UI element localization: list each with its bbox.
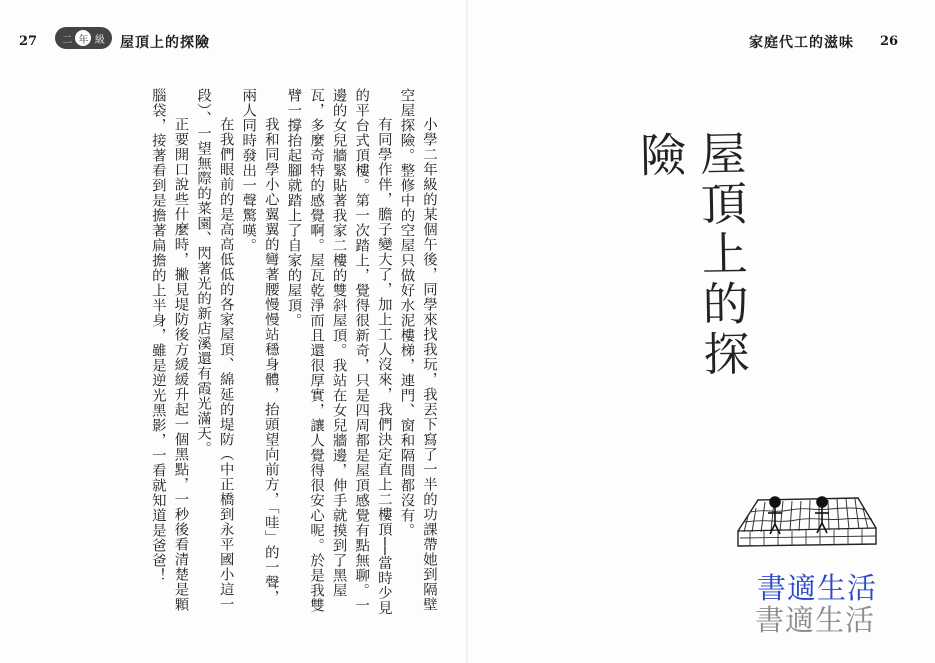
grade-badge [55,27,112,49]
watermark-gray: 書適生活 [755,603,876,637]
left-page-number: 27 [19,34,38,49]
left-chapter-title: 屋頂上的探險 [120,35,210,51]
grade-badge-char-2: 年 [75,30,91,46]
rooftop-illustration [730,486,880,576]
paragraph: 我和同學小心翼翼的彎著腰慢慢站穩身體，抬頭望向前方，「哇」的一聲，兩人同時發出一聲驚嘆。 [240,88,279,605]
right-chapter-title: 家庭代工的滋味 [749,35,854,51]
paragraph: 有同學作伴，膽子變大了，加上工人沒來，我們決定直上二樓頂──當時少見的平台式頂樓。第一次踏上，覺得很新奇，只是四周都是屋頂感覺有點無聊。一邊的女兒牆緊貼著我家二樓的雙斜屋頂。我站在女兒牆邊，伸手就摸到了黑屋瓦，多麼奇特的感覺啊。屋瓦乾淨而且還很厚實，讓人覺得很安心呢。於是我雙臂一撐抬起腳就踏上了自家的屋頂。 [285,88,392,616]
paragraph: 正要開口說些什麼時，撇見堤防後方緩緩升起一個黑點，一秒後看清楚是顆腦袋，接著看到是擔著扁擔的上半身，雖是逆光黑影，一看就知道是爸爸！ [149,88,189,612]
grade-badge-char-1: 二 [59,30,75,46]
story-body [40,88,440,618]
paragraph: 小學二年級的某個午後，同學來找我玩，我丟下寫了一半的功課帶她到隔壁空屋探險。整修中的空屋只做好水泥樓梯，連門、窗和隔間都沒有。 [398,88,437,612]
watermark-blue: 書適生活 [757,571,878,605]
right-page-number: 26 [880,34,899,49]
paragraph: 在我們眼前的是高高低低的各家屋頂、綿延的堤防（中正橋到永平國小這一段）、一望無際的菜園、閃著光的新店溪還有霞光滿天。 [195,88,234,612]
page-gutter [466,0,468,663]
grade-badge-char-3: 級 [92,30,108,46]
handwritten-title: 屋頂上的探險 [632,129,752,381]
